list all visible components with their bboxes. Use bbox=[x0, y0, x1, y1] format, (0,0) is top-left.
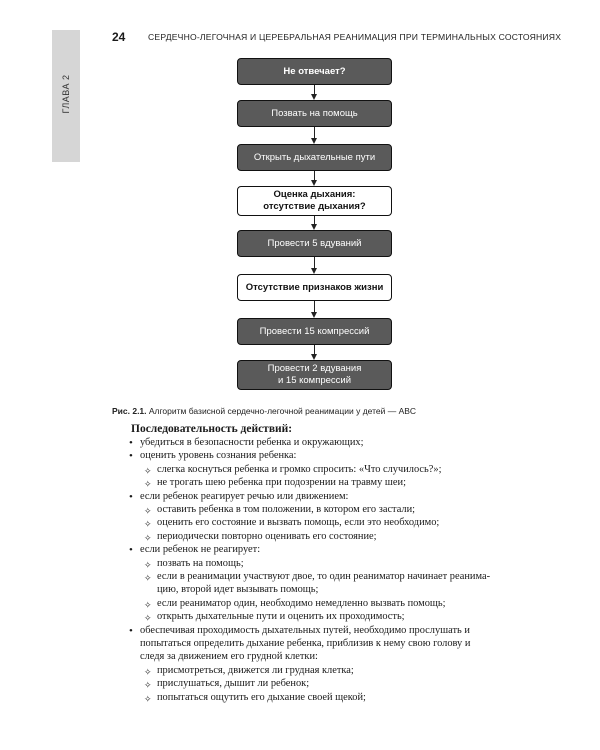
diamond-bullet-icon: ✧ bbox=[144, 519, 152, 530]
list-item bbox=[129, 490, 349, 503]
flowchart-connector-line bbox=[314, 171, 315, 180]
list-item-text: если ребенок не реагирует: bbox=[140, 544, 261, 556]
diamond-bullet-icon: ✧ bbox=[144, 559, 152, 570]
flowchart-step-8: Провести 2 вдувания и 15 компрессий bbox=[237, 360, 392, 390]
list-item-text: попытаться определить дыхание ребенка, приблизив к нему свою голову и bbox=[140, 638, 471, 649]
flowchart-step-3: Открыть дыхательные пути bbox=[237, 144, 392, 171]
bullet-icon: • bbox=[129, 437, 133, 449]
flowchart-step-4: Оценка дыхания: отсутствие дыхания? bbox=[237, 186, 392, 216]
flowchart-connector-line bbox=[314, 127, 315, 138]
list-item bbox=[144, 504, 416, 516]
flowchart-step-2: Позвать на помощь bbox=[237, 100, 392, 127]
list-item-text: открыть дыхательные пути и оценить их проходимость; bbox=[157, 611, 405, 623]
list-item bbox=[129, 544, 261, 557]
list-item-text: если реаниматор один, необходимо немедленно вызвать помощь; bbox=[157, 597, 446, 609]
list-item-text: оценить уровень сознания ребенка: bbox=[140, 450, 297, 462]
list-item bbox=[144, 463, 442, 476]
list-item bbox=[129, 437, 364, 449]
list-item-text: следя за движением его грудной клетки: bbox=[140, 651, 318, 663]
list-item-text: попытаться ощутить его дыхание своей щекой; bbox=[157, 691, 366, 703]
diamond-bullet-icon: ✧ bbox=[144, 693, 152, 704]
bullet-icon: • bbox=[129, 450, 133, 463]
list-item-text: если ребенок реагирует речью или движением: bbox=[140, 490, 349, 502]
list-item bbox=[144, 530, 377, 543]
list-item-text: обеспечивая проходимость дыхательных путей, необходимо прослушать и bbox=[140, 624, 470, 636]
list-item-text: прислушаться, дышит ли ребенок; bbox=[157, 678, 310, 690]
list-item bbox=[144, 664, 354, 677]
bullet-icon: • bbox=[129, 490, 133, 503]
flowchart-connector-line bbox=[314, 216, 315, 224]
list-item-text: цию, второй идет вызывать помощь; bbox=[157, 584, 319, 596]
figure-caption-text: Алгоритм базисной сердечно-легочной реанимации у детей — ABC bbox=[146, 406, 417, 416]
list-item-text: присмотреться, движется ли грудная клетка; bbox=[157, 664, 354, 676]
diamond-bullet-icon: ✧ bbox=[144, 613, 152, 624]
list-item-text: позвать на помощь; bbox=[157, 557, 244, 569]
diamond-bullet-icon: ✧ bbox=[144, 506, 152, 516]
bullet-icon: • bbox=[129, 624, 133, 637]
list-item-text: не трогать шею ребенка при подозрении на травму шеи; bbox=[157, 477, 406, 489]
diamond-bullet-icon: ✧ bbox=[144, 479, 152, 490]
diamond-bullet-icon: ✧ bbox=[144, 465, 152, 476]
list-item-text: оценить его состояние и вызвать помощь, если это необходимо; bbox=[157, 517, 440, 529]
flowchart-step-5: Провести 5 вдуваний bbox=[237, 230, 392, 257]
list-item bbox=[144, 477, 406, 490]
running-title: СЕРДЕЧНО-ЛЕГОЧНАЯ И ЦЕРЕБРАЛЬНАЯ РЕАНИМАЦИЯ ПРИ ТЕРМИНАЛЬНЫХ СОСТОЯНИЯХ bbox=[148, 32, 562, 42]
list-item bbox=[144, 517, 440, 530]
list-item bbox=[144, 691, 366, 704]
flowchart-step-7: Провести 15 компрессий bbox=[237, 318, 392, 345]
flowchart-connector-line bbox=[314, 257, 315, 268]
list-item bbox=[144, 557, 244, 570]
diamond-bullet-icon: ✧ bbox=[144, 532, 152, 543]
diamond-bullet-icon: ✧ bbox=[144, 666, 152, 677]
diamond-bullet-icon: ✧ bbox=[144, 599, 152, 610]
list-item-text: если в реанимации участвуют двое, то один реаниматор начинает реанима- bbox=[157, 571, 491, 582]
list-item bbox=[144, 597, 446, 610]
list-item-text: оставить ребенка в том положении, в котором его застали; bbox=[157, 504, 416, 515]
list-item-text: слегка коснуться ребенка и громко спросить: «Что случилось?»; bbox=[157, 463, 442, 475]
list-item-text: убедиться в безопасности ребенка и окружающих; bbox=[140, 437, 364, 448]
flowchart-step-6: Отсутствие признаков жизни bbox=[237, 274, 392, 301]
page-number: 24 bbox=[112, 30, 126, 44]
flowchart-step-1: Не отвечает? bbox=[237, 58, 392, 85]
diamond-bullet-icon: ✧ bbox=[144, 573, 152, 583]
section-title: Последовательность действий: bbox=[131, 423, 293, 435]
list-item bbox=[129, 450, 297, 463]
flowchart-connector-line bbox=[314, 85, 315, 94]
list-item bbox=[157, 584, 318, 596]
bullet-icon: • bbox=[129, 544, 133, 557]
diamond-bullet-icon: ✧ bbox=[144, 680, 152, 691]
flowchart-connector-line bbox=[314, 345, 315, 354]
list-item bbox=[144, 678, 310, 691]
list-item bbox=[140, 638, 470, 650]
chapter-tab-label: ГЛАВА 2 bbox=[61, 74, 71, 114]
list-item-text: периодически повторно оценивать его состояние; bbox=[157, 530, 377, 542]
list-item bbox=[140, 651, 318, 663]
flowchart-connector-line bbox=[314, 301, 315, 312]
list-item bbox=[129, 624, 470, 637]
figure-caption bbox=[112, 406, 416, 416]
figure-caption-label: Рис. 2.1. bbox=[112, 406, 147, 416]
list-item bbox=[144, 611, 405, 624]
list-item bbox=[144, 571, 491, 583]
